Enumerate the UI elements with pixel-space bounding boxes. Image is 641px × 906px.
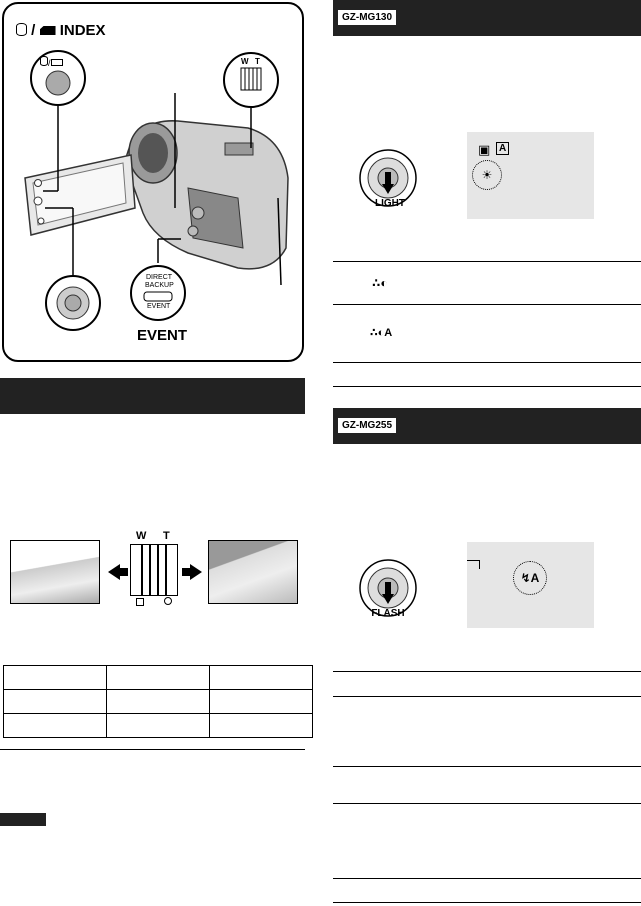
slider-w-label: W <box>136 530 147 542</box>
table-cell <box>107 714 210 738</box>
event-label: EVENT <box>137 327 188 344</box>
note-tag <box>0 813 46 826</box>
light-model-tag: GZ-MG130 <box>338 10 396 25</box>
divider <box>333 902 641 903</box>
arrow-left-icon <box>108 564 120 580</box>
divider <box>333 878 641 879</box>
divider <box>333 386 641 387</box>
divider <box>333 803 641 804</box>
lcd-corner-mark <box>467 560 480 569</box>
hdd-small-icon <box>40 56 48 66</box>
divider <box>333 261 641 262</box>
table-cell <box>107 666 210 690</box>
direct-backup-line1: DIRECT <box>146 274 173 281</box>
light-auto-icon: ∴◐A <box>370 327 393 339</box>
zoom-t-label: T <box>255 57 260 66</box>
arrow-right-icon <box>190 564 202 580</box>
sd-small-icon <box>51 59 63 66</box>
auto-mode-icon: A <box>496 142 509 155</box>
table-cell <box>4 666 107 690</box>
table-cell <box>4 714 107 738</box>
direct-backup-line2: BACKUP <box>145 282 174 289</box>
table-row <box>4 690 313 714</box>
table-cell <box>4 690 107 714</box>
video-mode-icon: ▣ <box>478 142 491 157</box>
table-cell <box>107 690 210 714</box>
light-button-caption: LIGHT <box>375 198 405 209</box>
mode-button-label: / <box>40 56 63 68</box>
divider <box>333 671 641 672</box>
divider <box>333 766 641 767</box>
table-cell <box>210 690 313 714</box>
zoom-section-title-bar <box>0 378 305 414</box>
zoom-slider-graphic <box>130 544 178 596</box>
divider <box>333 696 641 697</box>
slash-separator: / <box>31 22 36 39</box>
divider <box>333 362 641 363</box>
index-label: INDEX <box>59 22 106 39</box>
arrow-right-shaft <box>182 568 190 576</box>
tele-view-image <box>208 540 298 604</box>
light-on-icon: ∴◐ <box>372 276 388 290</box>
event-small-label: EVENT <box>147 303 171 310</box>
table-row <box>4 714 313 738</box>
flash-auto-icon: ↯A <box>513 561 547 595</box>
table-row <box>4 666 313 690</box>
arrow-left-shaft <box>120 568 128 576</box>
wide-icon <box>136 598 144 606</box>
divider <box>333 304 641 305</box>
flash-model-tag: GZ-MG255 <box>338 418 396 433</box>
zoom-w-label: W <box>241 57 249 66</box>
divider <box>0 749 305 750</box>
flash-button-caption: FLASH <box>371 608 405 619</box>
tele-icon <box>164 597 172 605</box>
wide-view-image <box>10 540 100 604</box>
light-indicator-icon: ☀ <box>472 160 502 190</box>
slider-t-label: T <box>163 530 170 542</box>
zoom-ratio-table <box>3 665 313 738</box>
table-cell <box>210 714 313 738</box>
table-cell <box>210 666 313 690</box>
